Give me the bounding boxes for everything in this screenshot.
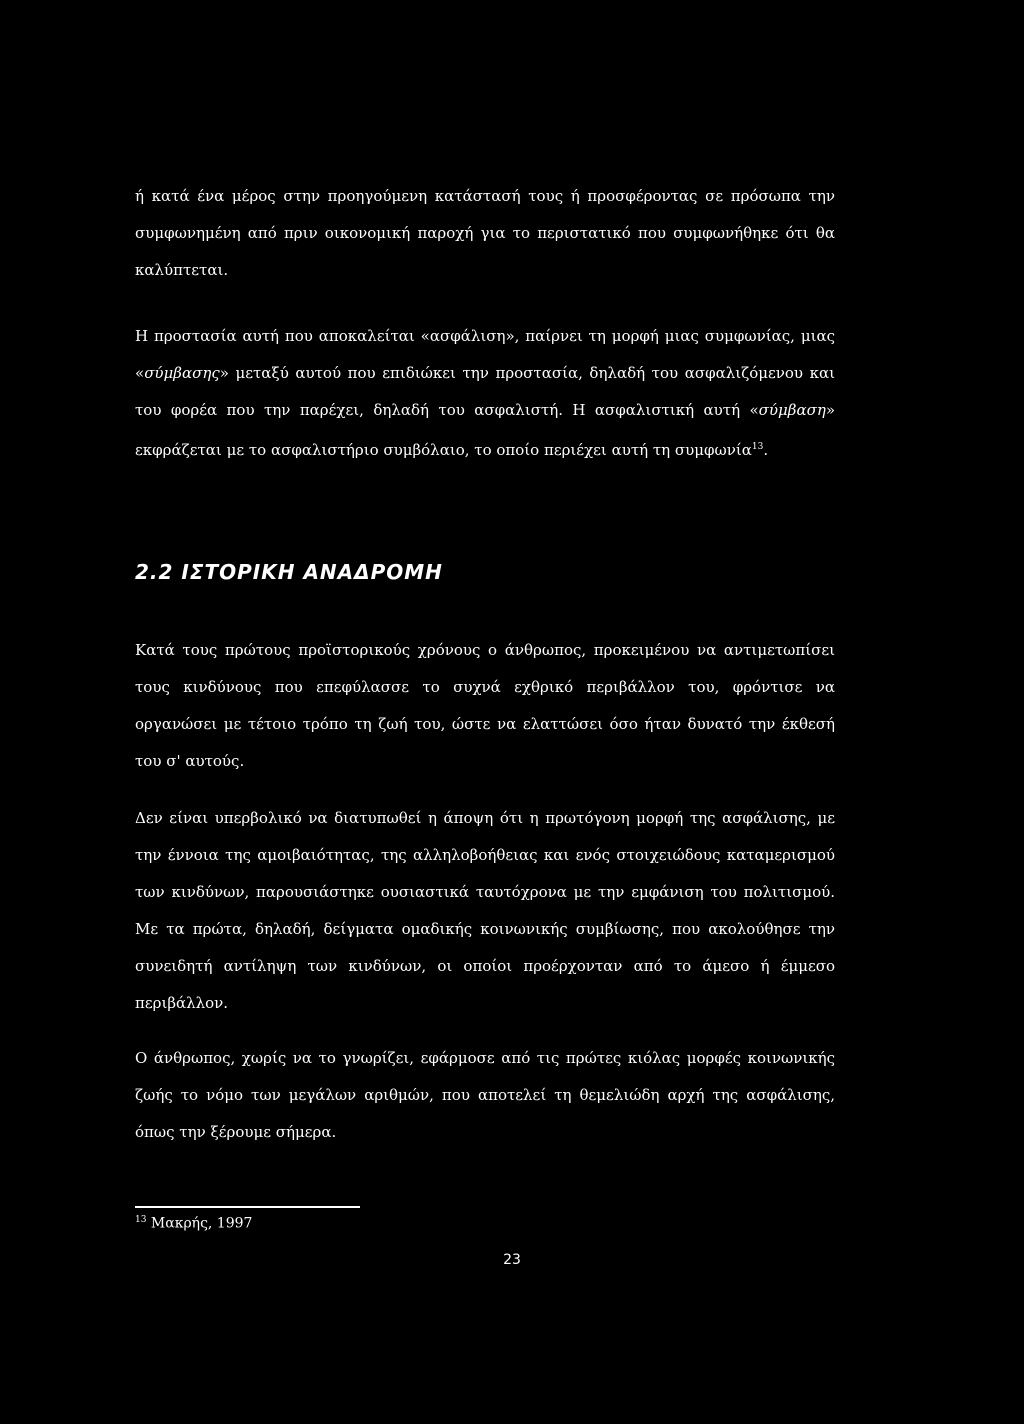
paragraph-text: Κατά τους πρώτους προϊστορικούς χρόνους ο άνθρωπος, προκειμένου να αντιμετωπίσει τους κινδύνους που επεφύλασσε το συχνά εχθρικό περιβάλλον του, φρόντισε να οργανώσει με τέτοιο τρόπο τη ζωή του, ώστε να ελαττώσει όσο ήταν δυνατό την έκθεσή του σ' αυτούς. — [135, 641, 835, 770]
paragraph-text: Δεν είναι υπερβολικό να διατυπωθεί η άποψη ότι η πρωτόγονη μορφή της ασφάλισης, με την έννοια της αμοιβαιότητας, της αλληλοβοήθειας και ενός στοιχειώδους καταμερισμού των κινδύνων, παρουσιάστηκε ουσιαστικά ταυτόχρονα με την εμφάνιση του πολιτισμού. Με τα πρώτα, δηλαδή, δείγματα ομαδικής κοινωνικής συμβίωσης, που ακολούθησε την συνειδητή αντίληψη των κινδύνων, οι οποίοι προέρχονταν από το άμεσο ή έμμεσο περιβάλλον. — [135, 809, 835, 1012]
italic-term: σύμβαση — [758, 401, 826, 419]
paragraph-insurance-definition — [135, 318, 835, 469]
text-segment: . — [763, 441, 769, 459]
paragraph-text: Ο άνθρωπος, χωρίς να το γνωρίζει, εφάρμοσε από τις πρώτες κιόλας μορφές κοινωνικής ζωής το νόμο των μεγάλων αριθμών, που αποτελεί τη θεμελιώδη αρχή της ασφάλισης, όπως την ξέρουμε σήμερα. — [135, 1049, 835, 1141]
footnote — [135, 1215, 252, 1232]
paragraph-primitive-insurance — [135, 800, 835, 1022]
footnote-divider — [135, 1206, 360, 1208]
text-segment: Η προστασία αυτή που αποκαλείται «ασφάλιση», παίρνει τη μορφή μιας συμφωνίας, μιας « — [135, 327, 835, 382]
paragraph-text — [135, 318, 835, 469]
text-segment: » μεταξύ αυτού που επιδιώκει την προστασία, δηλαδή του ασφαλιζόμενου και του φορέα που την παρέχει, δηλαδή του ασφαλιστή. Η ασφαλιστική αυτή « — [135, 364, 835, 419]
paragraph-text: ή κατά ένα μέρος στην προηγούμενη κατάστασή τους ή προσφέροντας σε πρόσωπα την συμφωνημένη από πριν οικονομική παροχή για το περιστατικό που συμφωνήθηκε ότι θα καλύπτεται. — [135, 187, 835, 279]
paragraph-prehistoric — [135, 632, 835, 780]
paragraph-continuation — [135, 178, 835, 289]
page-number: 23 — [503, 1252, 521, 1268]
text-segment: » εκφράζεται με το ασφαλιστήριο συμβόλαιο, το οποίο περιέχει αυτή τη συμφωνία — [135, 401, 835, 459]
footnote-text: Μακρής, 1997 — [150, 1215, 253, 1232]
footnote-reference: 13 — [751, 442, 764, 452]
italic-term: σύμβασης — [144, 364, 220, 382]
paragraph-law-of-large-numbers — [135, 1040, 835, 1151]
section-heading: 2.2 ΙΣΤΟΡΙΚΗ ΑΝΑΔΡΟΜΗ — [135, 560, 443, 584]
footnote-number: 13 — [135, 1215, 147, 1225]
